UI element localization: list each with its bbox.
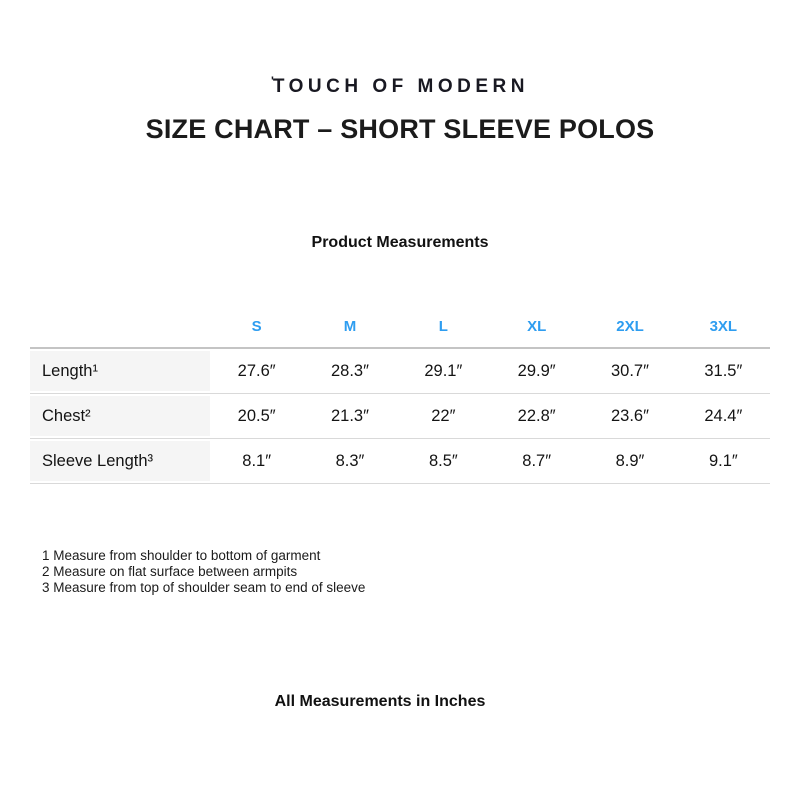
column-header-m: M — [343, 317, 357, 335]
table-row-chest — [30, 394, 770, 439]
logo-mark: ' — [271, 74, 274, 88]
table-cell: 29.9″ — [517, 361, 556, 380]
size-table — [30, 305, 770, 484]
footnotes — [42, 548, 365, 596]
table-cell: 24.4″ — [704, 406, 743, 425]
page-title: SIZE CHART – SHORT SLEEVE POLOS — [145, 114, 655, 144]
table-cell: 8.3″ — [335, 451, 365, 470]
table-cell: 30.7″ — [611, 361, 649, 380]
row-label: Length¹ — [30, 351, 210, 391]
table-cell: 8.1″ — [242, 451, 272, 470]
table-cell: 8.7″ — [522, 451, 552, 470]
table-cell: 22.8″ — [517, 406, 556, 425]
table-caption: Product Measurements — [311, 234, 489, 251]
table-cell: 28.3″ — [331, 361, 369, 380]
table-cell: 21.3″ — [331, 406, 369, 425]
footer-note: All Measurements in Inches — [274, 693, 486, 710]
table-cell: 20.5″ — [237, 406, 276, 425]
table-row-length — [30, 347, 770, 394]
footnote-1: 1 Measure from shoulder to bottom of garment — [42, 548, 321, 563]
table-cell: 9.1″ — [708, 451, 738, 470]
footnote-3: 3 Measure from top of shoulder seam to end of sleeve — [42, 580, 366, 595]
table-cell: 22″ — [431, 406, 456, 425]
table-row-sleeve-length — [30, 439, 770, 484]
logo-text: TOUCH OF MODERN — [272, 76, 529, 97]
column-header-2xl: 2XL — [616, 317, 644, 335]
table-cell: 23.6″ — [611, 406, 649, 425]
column-header-l: L — [438, 317, 448, 335]
table-cell: 29.1″ — [424, 361, 463, 380]
header-spacer — [30, 305, 210, 347]
table-header-row — [30, 305, 770, 347]
table-cell: 8.5″ — [428, 451, 458, 470]
row-label: Chest² — [30, 396, 210, 436]
table-cell: 8.9″ — [615, 451, 645, 470]
column-header-xl: XL — [527, 317, 547, 335]
footnote-2: 2 Measure on flat surface between armpits — [42, 564, 298, 579]
column-header-3xl: 3XL — [709, 317, 738, 335]
table-cell: 27.6″ — [237, 361, 276, 380]
column-header-s: S — [251, 317, 262, 335]
row-label: Sleeve Length³ — [30, 441, 210, 481]
table-cell: 31.5″ — [704, 361, 743, 380]
brand-logo — [0, 74, 800, 98]
